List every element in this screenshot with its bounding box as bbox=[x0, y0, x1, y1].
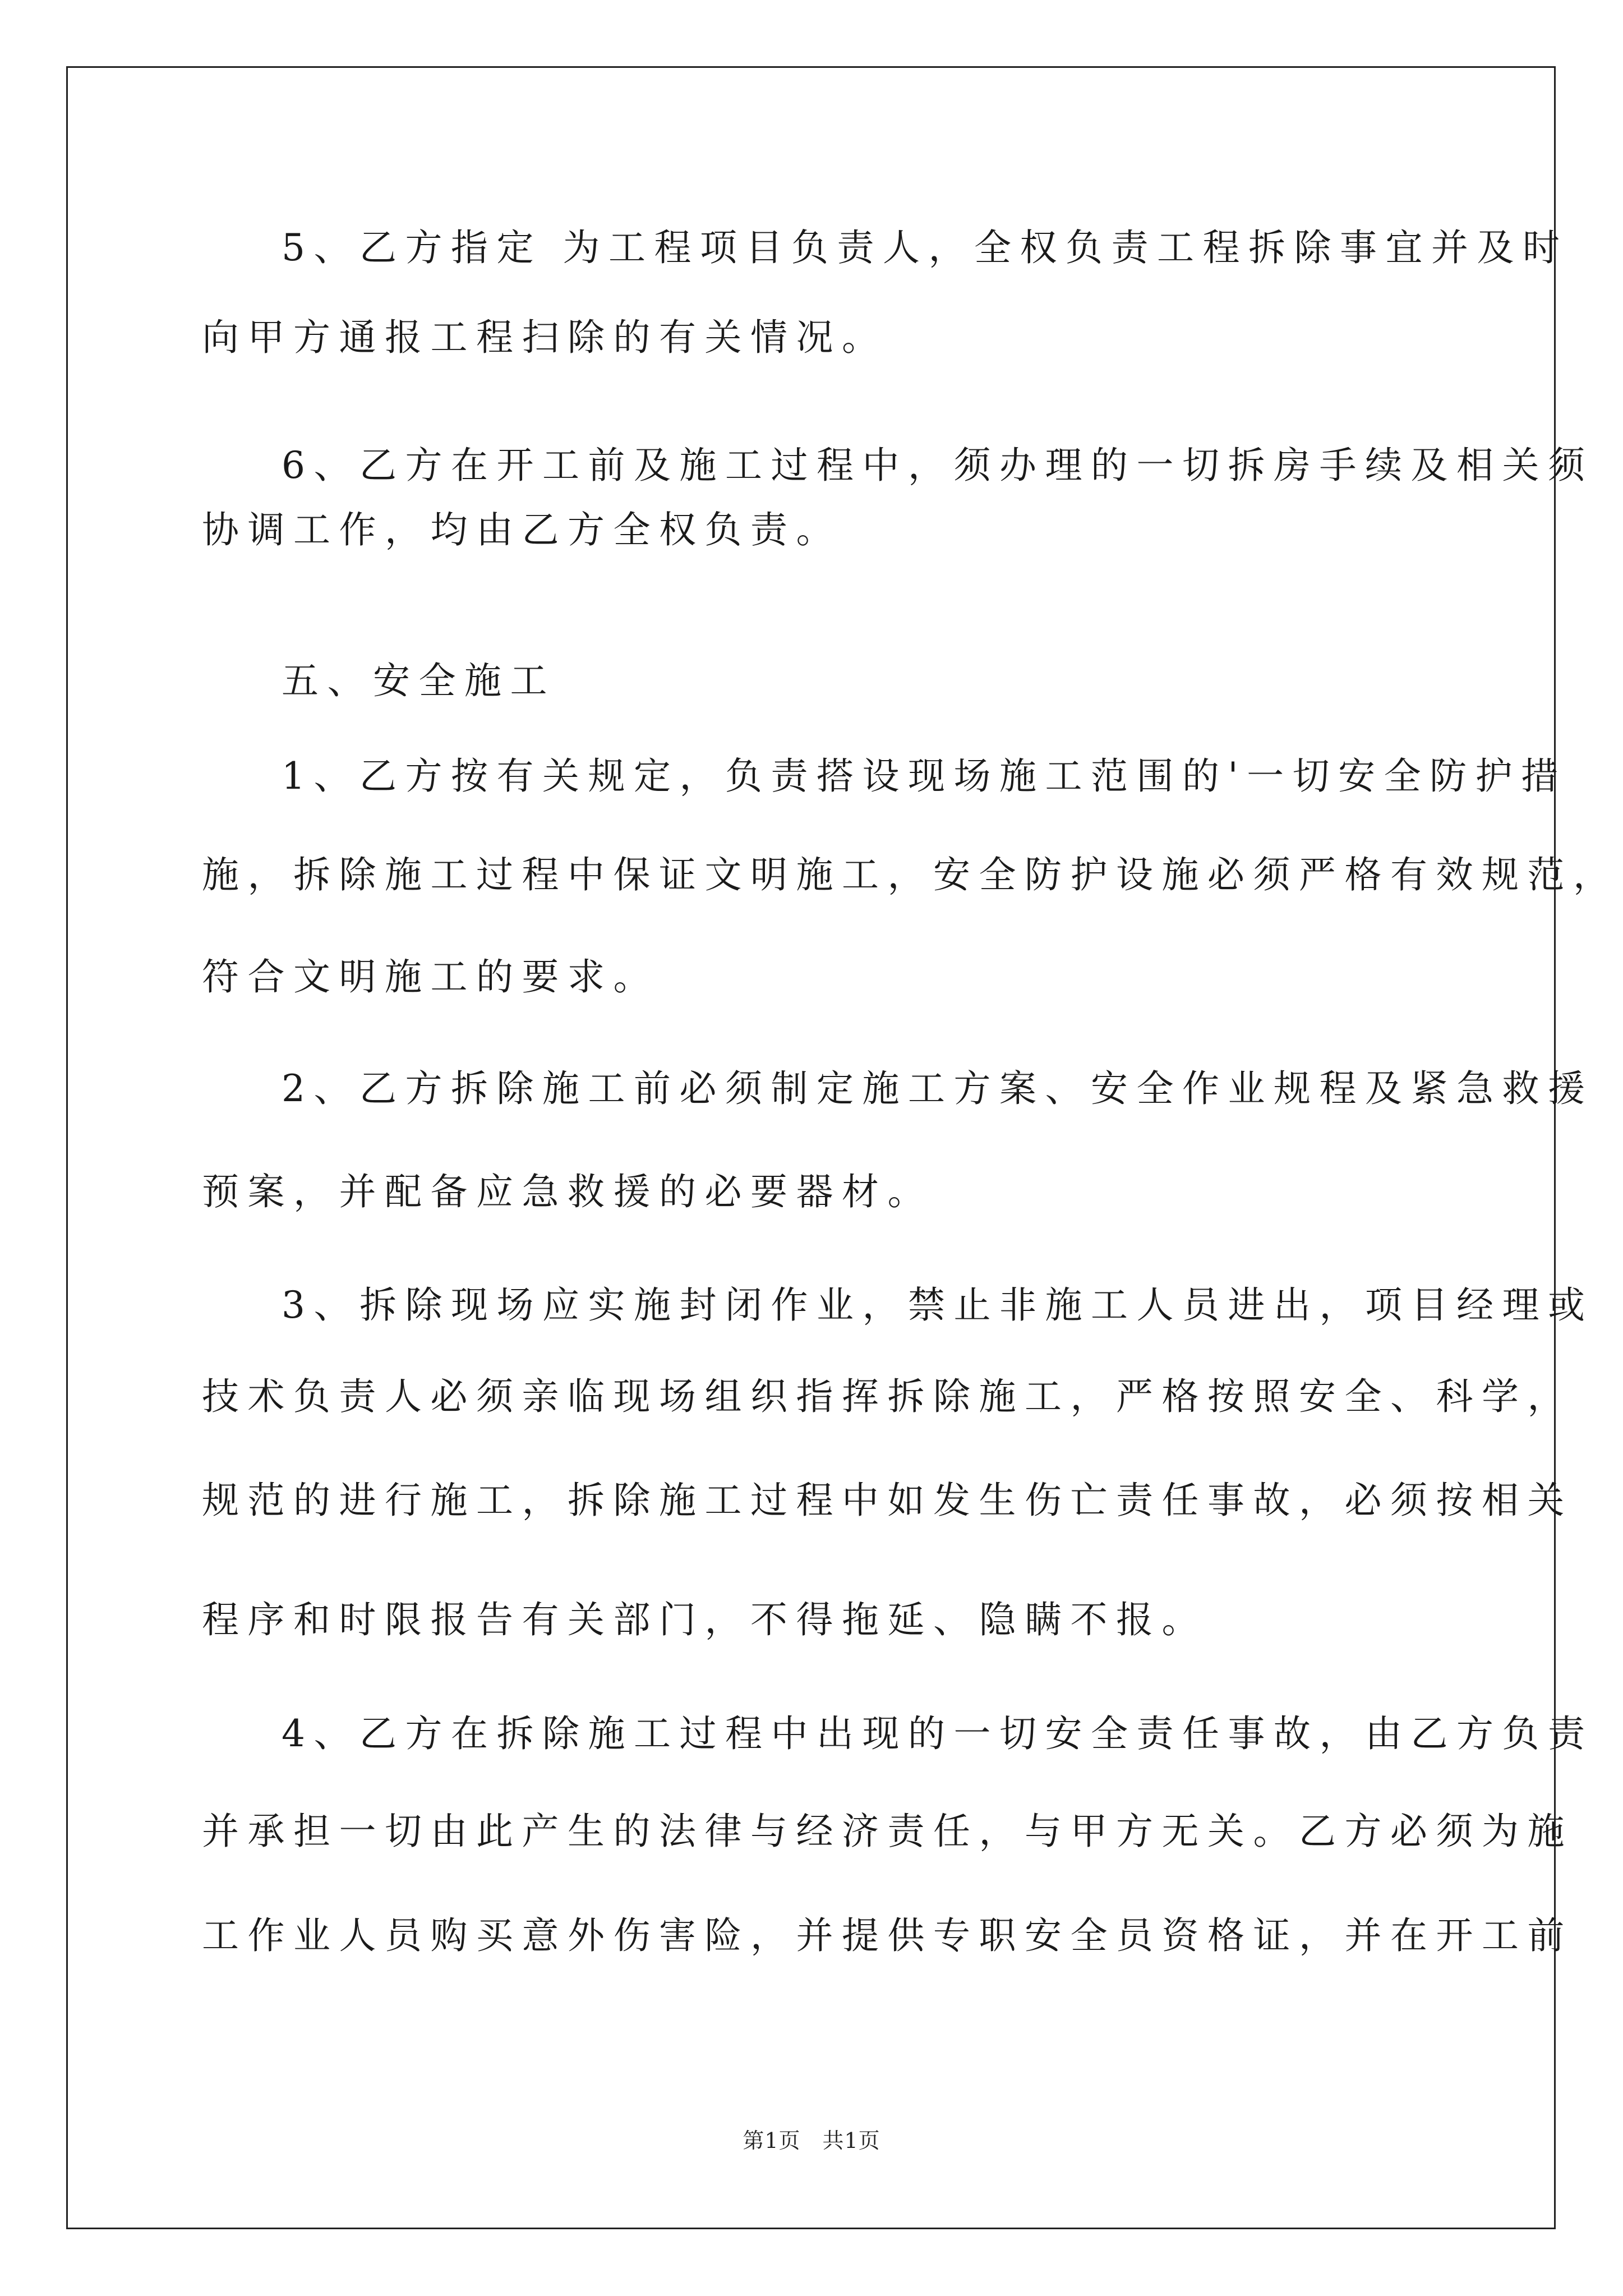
paragraph-line: 协调工作，均由乙方全权负责。 bbox=[202, 508, 842, 551]
paragraph-line: 4、乙方在拆除施工过程中出现的一切安全责任事故，由乙方负责 bbox=[282, 1712, 1594, 1755]
paragraph-line: 技术负责人必须亲临现场组织指挥拆除施工，严格按照安全、科学， bbox=[202, 1375, 1573, 1418]
paragraph-line: 工作业人员购买意外伤害险，并提供专职安全员资格证，并在开工前 bbox=[202, 1914, 1573, 1957]
paragraph-line: 向甲方通报工程扫除的有关情况。 bbox=[202, 316, 888, 359]
paragraph-line: 并承担一切由此产生的法律与经济责任，与甲方无关。乙方必须为施 bbox=[202, 1810, 1573, 1853]
page-number-footer: 第1页 共1页 bbox=[743, 2128, 880, 2153]
paragraph-line: 1、乙方按有关规定，负责搭设现场施工范围的'一切安全防护措 bbox=[282, 754, 1567, 798]
paragraph-line: 规范的进行施工，拆除施工过程中如发生伤亡责任事故，必须按相关 bbox=[202, 1479, 1573, 1522]
section-heading: 五、安全施工 bbox=[282, 659, 556, 702]
paragraph-line: 5、乙方指定 为工程项目负责人，全权负责工程拆除事宜并及时 bbox=[282, 226, 1569, 269]
paragraph-line: 3、拆除现场应实施封闭作业，禁止非施工人员进出，项目经理或 bbox=[282, 1283, 1594, 1327]
paragraph-line: 预案，并配备应急救援的必要器材。 bbox=[202, 1170, 933, 1213]
paragraph-line: 符合文明施工的要求。 bbox=[202, 955, 659, 999]
paragraph-line: 2、乙方拆除施工前必须制定施工方案、安全作业规程及紧急救援 bbox=[282, 1067, 1594, 1110]
page-frame bbox=[66, 66, 1556, 2229]
paragraph-line: 施，拆除施工过程中保证文明施工，安全防护设施必须严格有效规范， bbox=[202, 853, 1619, 896]
paragraph-line: 6、乙方在开工前及施工过程中，须办理的一切拆房手续及相关须 bbox=[282, 444, 1594, 487]
paragraph-line: 程序和时限报告有关部门，不得拖延、隐瞒不报。 bbox=[202, 1598, 1207, 1641]
